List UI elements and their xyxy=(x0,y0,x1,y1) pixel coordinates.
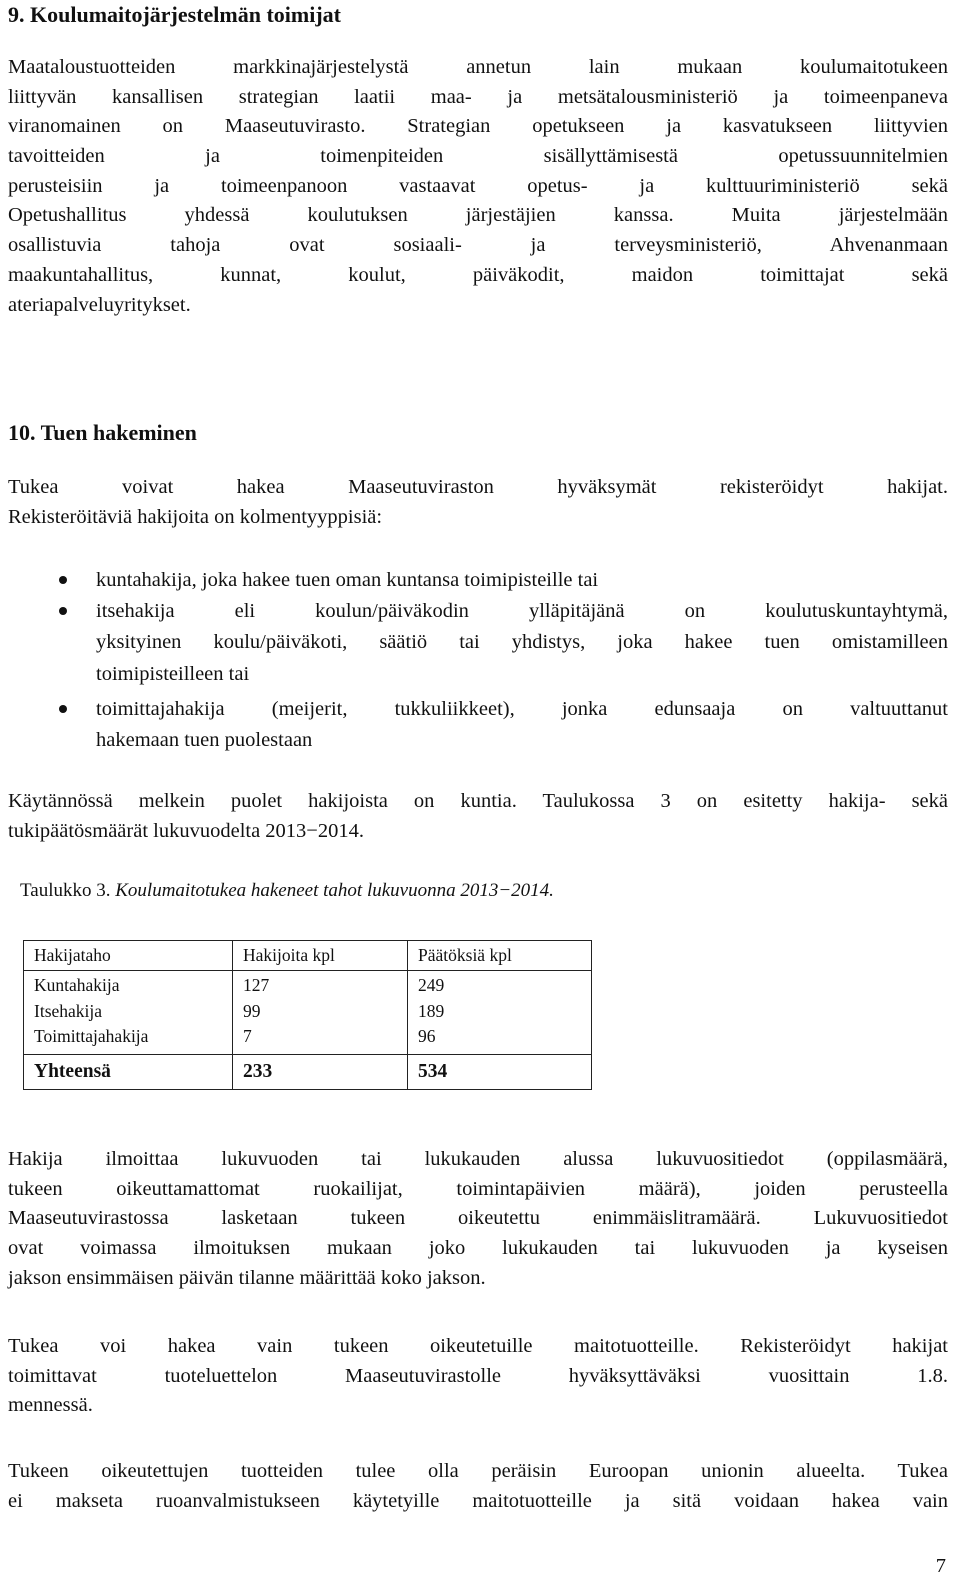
text-line: perusteisiin ja toimeenpanoon vastaavat opetus- ja kulttuuriministeriö sekä xyxy=(8,174,948,197)
text-line: Tukea voivat hakea Maaseutuviraston hyväksymät rekisteröidyt hakijat. xyxy=(8,476,948,498)
paragraph-origin xyxy=(8,1457,948,1516)
table-total-row xyxy=(24,1054,592,1089)
caption-label: Taulukko 3. xyxy=(20,880,116,901)
table-row xyxy=(24,1024,592,1054)
bullet-icon xyxy=(59,576,67,584)
table-cell: 127 xyxy=(233,971,408,999)
text-line: osallistuvia tahoja ovat sosiaali- ja terveysministeriö, Ahvenanmaan xyxy=(8,234,948,257)
summary-paragraph xyxy=(8,787,948,846)
text-line: tavoitteiden ja toimenpiteiden sisällyttämisestä opetussuunnitelmien xyxy=(8,145,948,168)
table-row xyxy=(24,971,592,999)
list-item xyxy=(96,565,948,596)
text-line: jakson ensimmäisen päivän tilanne määrittää koko jakson. xyxy=(8,1266,486,1289)
caption-title: Koulumaitotukea hakeneet tahot lukuvuonna 2013−2014. xyxy=(115,880,554,901)
column-header: Päätöksiä kpl xyxy=(408,941,592,971)
table-cell: 249 xyxy=(408,971,592,999)
text-line: kuntahakija, joka hakee tuen oman kuntansa toimipisteille tai xyxy=(96,569,599,591)
text-line: toimittajahakija (meijerit, tukkuliikkeet), jonka edunsaaja on valtuuttanut xyxy=(96,698,948,720)
section-10-intro xyxy=(8,473,948,532)
total-applicants: 233 xyxy=(233,1054,408,1089)
text-line: Tukeen oikeutettujen tuotteiden tulee olla peräisin Euroopan unionin alueelta. Tukea xyxy=(8,1460,948,1482)
text-line: ei makseta ruoanvalmistukseen käytetyille maitotuotteille ja sitä voidaan hakea vain xyxy=(8,1489,948,1512)
text-line: ovat voimassa ilmoituksen mukaan joko lukukauden tai lukuvuoden ja kyseisen xyxy=(8,1237,948,1260)
text-line: hakemaan tuen puolestaan xyxy=(96,729,313,752)
text-line: Tukea voi hakea vain tukeen oikeutetuille maitotuotteille. Rekisteröidyt hakijat xyxy=(8,1335,948,1357)
text-line: Maataloustuotteiden markkinajärjestelystä annetun lain mukaan koulumaitotukeen xyxy=(8,56,948,78)
text-line: maakuntahallitus, kunnat, koulut, päiväkodit, maidon toimittajat sekä xyxy=(8,263,948,286)
table-caption xyxy=(20,879,554,903)
text-line: yksityinen koulu/päiväkoti, säätiö tai yhdistys, joka hakee tuen omistamilleen xyxy=(96,631,948,654)
table-cell: 96 xyxy=(408,1024,592,1054)
list-item xyxy=(96,596,948,690)
table-cell: Itsehakija xyxy=(24,999,233,1025)
paragraph-products xyxy=(8,1332,948,1421)
text-line: toimittavat tuoteluettelon Maaseutuvirastolle hyväksyttäväksi vuosittain 1.8. xyxy=(8,1364,948,1387)
column-header: Hakijataho xyxy=(24,941,233,971)
table-cell: 7 xyxy=(233,1024,408,1054)
text-line: toimipisteilleen tai xyxy=(96,662,250,685)
table-cell: Kuntahakija xyxy=(24,971,233,999)
text-line: Opetushallitus yhdessä koulutuksen järjestäjien kanssa. Muita järjestelmään xyxy=(8,204,948,227)
total-label: Yhteensä xyxy=(24,1054,233,1089)
text-line: liittyvän kansallisen strategian laatii maa- ja metsätalousministeriö ja toimeenpaneva xyxy=(8,85,948,108)
table-cell: 189 xyxy=(408,999,592,1025)
bullet-icon xyxy=(59,705,67,713)
text-line: mennessä. xyxy=(8,1394,93,1417)
text-line: ateriapalveluyritykset. xyxy=(8,293,191,316)
text-line: tukipäätösmäärät lukuvuodelta 2013−2014. xyxy=(8,819,364,842)
column-header: Hakijoita kpl xyxy=(233,941,408,971)
bullet-icon xyxy=(59,607,67,615)
section-9-paragraph xyxy=(8,53,948,320)
section-heading-10: 10. Tuen hakeminen xyxy=(8,420,197,445)
table-cell: Toimittajahakija xyxy=(24,1024,233,1054)
text-line: Hakija ilmoittaa lukuvuoden tai lukukauden alussa lukuvuositiedot (oppilasmäärä, xyxy=(8,1148,948,1170)
text-line: Käytännössä melkein puolet hakijoista on kuntia. Taulukossa 3 on esitetty hakija- sekä xyxy=(8,790,948,812)
page-number: 7 xyxy=(935,1555,946,1577)
text-line: Rekisteröitäviä hakijoita on kolmentyyppisiä: xyxy=(8,505,383,528)
total-decisions: 534 xyxy=(408,1054,592,1089)
table-header-row xyxy=(24,941,592,971)
table-cell: 99 xyxy=(233,999,408,1025)
text-line: viranomainen on Maaseutuvirasto. Strategian opetukseen ja kasvatukseen liittyvien xyxy=(8,115,948,138)
text-line: Maaseutuvirastossa lasketaan tukeen oikeutettu enimmäislitramäärä. Lukuvuositiedot xyxy=(8,1207,948,1230)
table-row xyxy=(24,999,592,1025)
text-line: tukeen oikeuttamattomat ruokailijat, toimintapäivien määrä), joiden perusteella xyxy=(8,1177,948,1200)
section-heading-9: 9. Koulumaitojärjestelmän toimijat xyxy=(8,2,341,27)
list-item xyxy=(96,694,948,757)
text-line: itsehakija eli koulun/päiväkodin ylläpitäjänä on koulutuskuntayhtymä, xyxy=(96,600,948,622)
applicants-table xyxy=(23,940,592,1090)
paragraph-reporting xyxy=(8,1145,948,1293)
